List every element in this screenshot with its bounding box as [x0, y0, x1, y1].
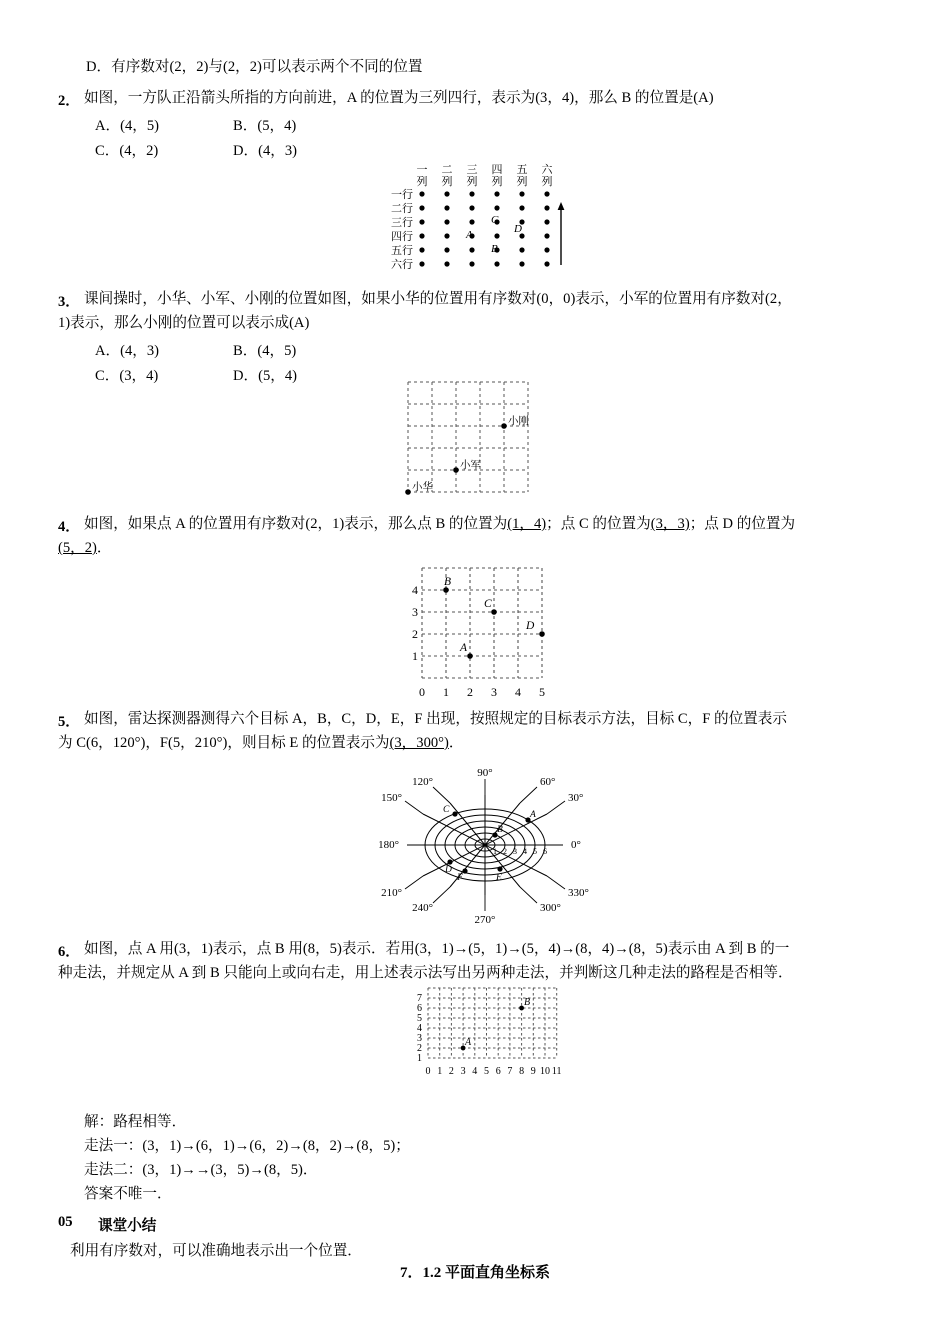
q3-stem-line2: 1)表示，那么小刚的位置可以表示成(A) — [58, 315, 310, 331]
q2-option-a[interactable]: A．(4，5) — [95, 118, 160, 134]
svg-text:C: C — [443, 805, 450, 815]
svg-text:1: 1 — [443, 685, 449, 699]
svg-text:4: 4 — [412, 583, 418, 597]
svg-text:3: 3 — [417, 1033, 422, 1044]
svg-text:8: 8 — [519, 1066, 525, 1077]
svg-text:1: 1 — [437, 1066, 443, 1077]
q3-option-c[interactable]: C．(3，4) — [95, 368, 159, 384]
svg-text:9: 9 — [530, 1066, 536, 1077]
q2-figure — [383, 160, 568, 280]
svg-text:A: A — [465, 1037, 472, 1048]
svg-text:小华: 小华 — [412, 482, 433, 493]
svg-text:列: 列 — [441, 176, 453, 188]
svg-text:三: 三 — [466, 164, 478, 176]
svg-text:B: B — [491, 243, 498, 255]
svg-text:E: E — [496, 873, 502, 883]
q4-stem-pre: 如图，如果点 A 的位置用有序数对(2，1)表示，那么点 B 的位置为 — [84, 516, 508, 532]
page-footer: 7．1.2 平面直角坐标系 — [399, 1265, 550, 1281]
q5-answer-e: (3，300°) — [389, 735, 449, 751]
q3-option-b[interactable]: B．(4，5) — [233, 343, 297, 359]
q3-option-a[interactable]: A．(4，3) — [95, 343, 160, 359]
svg-text:240°: 240° — [412, 902, 433, 914]
svg-text:3: 3 — [460, 1066, 466, 1077]
svg-text:6: 6 — [543, 847, 547, 856]
q4-figure — [408, 560, 558, 705]
svg-text:150°: 150° — [381, 792, 402, 804]
svg-text:A: A — [530, 810, 536, 820]
q4-stem — [84, 515, 795, 533]
svg-text:3: 3 — [513, 847, 517, 856]
svg-text:4: 4 — [523, 847, 527, 856]
q1-option-d: D．有序数对(2，2)与(2，2)可以表示两个不同的位置 — [86, 59, 423, 75]
svg-text:六行: 六行 — [391, 259, 413, 271]
svg-text:210°: 210° — [381, 887, 402, 899]
svg-text:C: C — [491, 214, 499, 226]
q6-stem-line2: 种走法，并规定从 A 到 B 只能向上或向右走，用上述表示法写出另两种走法，并判断这几种走法的路程是否相等． — [58, 965, 793, 981]
q6-number: 6． — [58, 944, 80, 960]
svg-text:330°: 330° — [568, 887, 589, 899]
q5-stem-line2 — [58, 734, 463, 752]
svg-text:列: 列 — [541, 176, 553, 188]
svg-text:一行: 一行 — [391, 189, 413, 201]
q2-number: 2． — [58, 93, 80, 109]
svg-text:7: 7 — [507, 1066, 513, 1077]
svg-text:五行: 五行 — [391, 245, 413, 257]
svg-text:1: 1 — [412, 649, 418, 663]
q5-figure — [378, 762, 593, 927]
svg-text:B: B — [444, 576, 452, 588]
q5-number: 5． — [58, 714, 80, 730]
svg-text:1: 1 — [493, 847, 497, 856]
svg-text:1: 1 — [417, 1053, 422, 1064]
svg-text:90°: 90° — [477, 767, 493, 779]
svg-text:2: 2 — [448, 1066, 454, 1077]
svg-text:5: 5 — [533, 847, 537, 856]
section-title: 课堂小结 — [98, 1218, 157, 1234]
svg-text:2: 2 — [503, 847, 507, 856]
svg-text:四: 四 — [491, 164, 503, 176]
q4-answer-b: (1，4) — [507, 516, 547, 532]
svg-text:三行: 三行 — [391, 217, 413, 229]
svg-text:270°: 270° — [474, 914, 496, 926]
svg-text:11: 11 — [551, 1066, 562, 1077]
q2-option-b[interactable]: B．(5，4) — [233, 118, 297, 134]
q5-stem-line1: 如图，雷达探测器测得六个目标 A，B，C，D，E，F 出现，按照规定的目标表示方法，目标 C，F 的位置表示 — [84, 711, 787, 727]
svg-text:0: 0 — [419, 685, 425, 699]
svg-text:3: 3 — [491, 685, 497, 699]
q5-stem-pre: 为 C(6，120°)，F(5，210°)，则目标 E 的位置表示为 — [58, 735, 390, 751]
q4-number: 4． — [58, 519, 80, 535]
svg-text:D: D — [514, 223, 522, 235]
svg-text:B: B — [524, 997, 531, 1008]
svg-text:2: 2 — [467, 685, 473, 699]
svg-text:5: 5 — [539, 685, 545, 699]
svg-text:二: 二 — [441, 164, 453, 176]
q4-stem-mid2: ；点 D 的位置为 — [689, 516, 796, 532]
svg-text:D: D — [445, 865, 452, 875]
svg-text:4: 4 — [417, 1023, 422, 1034]
svg-text:C: C — [484, 598, 492, 610]
q4-answer-d: (5，2) — [58, 540, 97, 556]
svg-text:D: D — [526, 620, 535, 632]
svg-text:小军: 小军 — [460, 460, 481, 471]
section-text: 利用有序数对，可以准确地表示出一个位置． — [70, 1243, 362, 1259]
svg-text:0: 0 — [425, 1066, 431, 1077]
svg-text:5: 5 — [417, 1013, 422, 1024]
svg-text:一: 一 — [416, 164, 428, 176]
svg-text:列: 列 — [466, 176, 478, 188]
svg-text:六: 六 — [541, 164, 553, 176]
q3-number: 3． — [58, 294, 80, 310]
q6-solution-line-4: 答案不唯一． — [84, 1186, 172, 1202]
svg-text:6: 6 — [495, 1066, 501, 1077]
svg-text:四行: 四行 — [391, 231, 413, 243]
svg-text:列: 列 — [491, 176, 503, 188]
svg-text:4: 4 — [515, 685, 521, 699]
q4-stem-mid1: ；点 C 的位置为 — [546, 516, 651, 532]
svg-text:180°: 180° — [378, 839, 399, 851]
svg-text:30°: 30° — [568, 792, 584, 804]
svg-text:B: B — [497, 825, 503, 835]
svg-text:五: 五 — [516, 164, 528, 176]
svg-text:小刚: 小刚 — [508, 416, 529, 427]
svg-text:3: 3 — [412, 605, 418, 619]
svg-text:6: 6 — [417, 1003, 422, 1014]
q4-stem-end: ． — [96, 540, 112, 556]
q6-figure — [410, 982, 580, 1084]
q2-option-c[interactable]: C．(4，2) — [95, 143, 159, 159]
q6-solution-line-3: 走法二：(3，1)→→(3，5)→(8，5)． — [84, 1162, 318, 1178]
q3-stem-line1: 课间操时，小华、小军、小刚的位置如图，如果小华的位置用有序数对(0，0)表示，小军的位置用有序数对(2， — [84, 291, 792, 307]
svg-text:0°: 0° — [571, 839, 581, 851]
q2-stem: 如图，一方队正沿箭头所指的方向前进，A 的位置为三列四行，表示为(3，4)，那么 B 的位置是(A) — [84, 90, 714, 106]
svg-text:列: 列 — [516, 176, 528, 188]
q6-stem-line1: 如图，点 A 用(3，1)表示，点 B 用(8，5)表示．若用(3，1)→(5，1)→(5，4)→(8，4)→(8，5)表示由 A 到 B 的一 — [84, 941, 790, 957]
svg-text:10: 10 — [540, 1066, 550, 1077]
svg-text:列: 列 — [416, 176, 428, 188]
q2-option-d[interactable]: D．(4，3) — [233, 143, 298, 159]
svg-text:A: A — [466, 229, 473, 241]
section-number: 05 — [58, 1214, 73, 1230]
svg-text:300°: 300° — [540, 902, 561, 914]
q4-stem-line2 — [58, 539, 112, 557]
q3-figure — [402, 376, 550, 496]
q3-option-d[interactable]: D．(5，4) — [233, 368, 298, 384]
svg-text:2: 2 — [417, 1043, 422, 1054]
svg-text:5: 5 — [484, 1066, 489, 1077]
svg-text:4: 4 — [472, 1066, 478, 1077]
svg-text:A: A — [460, 642, 468, 654]
q4-answer-c: (3，3) — [650, 516, 690, 532]
q6-solution-line-2: 走法一：(3，1)→(6，1)→(6，2)→(8，2)→(8，5)； — [84, 1138, 410, 1154]
svg-text:7: 7 — [417, 993, 422, 1004]
q5-stem-end: ． — [448, 735, 464, 751]
svg-text:120°: 120° — [412, 776, 433, 788]
q6-solution-line-1: 解：路程相等． — [84, 1114, 187, 1130]
svg-text:60°: 60° — [540, 776, 556, 788]
svg-text:二行: 二行 — [391, 203, 413, 215]
svg-text:2: 2 — [412, 627, 418, 641]
svg-text:F: F — [457, 873, 463, 883]
